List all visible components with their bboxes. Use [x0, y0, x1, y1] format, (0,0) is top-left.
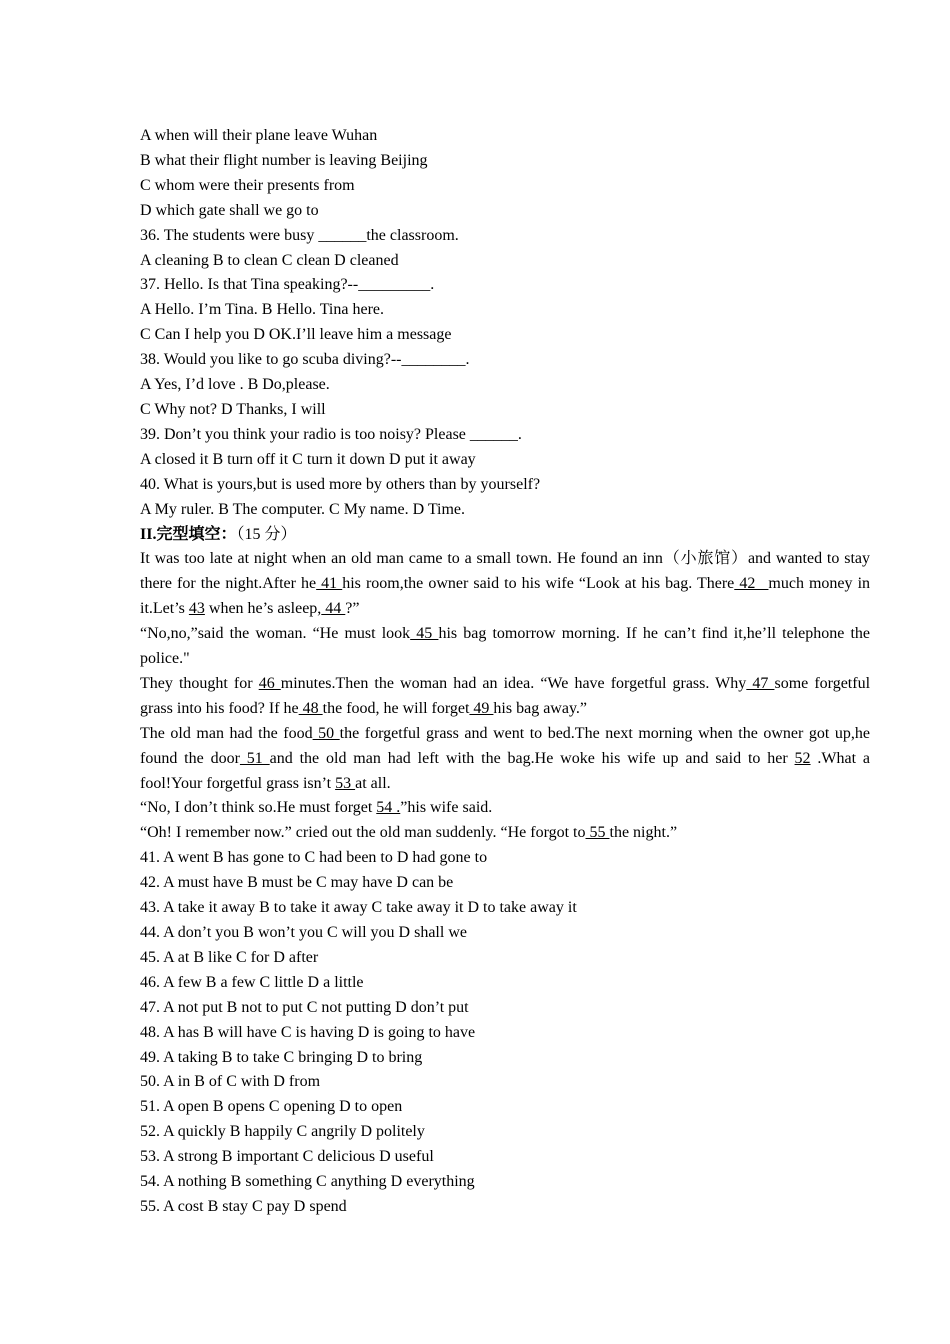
- question-line: 47. A not put B not to put C not putting D don’t put: [140, 998, 469, 1016]
- passage-text: the food, he will forget: [322, 699, 470, 717]
- cloze-passage: [140, 547, 870, 846]
- question-line: 48. A has B will have C is having D is going to have: [140, 1023, 476, 1041]
- passage-text: the night.”: [609, 824, 678, 842]
- passage-text: .What a fool!Your forgetful grass isn’t: [140, 749, 871, 792]
- passage-text: minutes.Then the woman had an idea. “We have forgetful grass. Why: [280, 674, 747, 692]
- passage-text: and the old man had left with the bag.He woke his wife up and said to her: [269, 749, 795, 767]
- question-line: 51. A open B opens C opening D to open: [140, 1098, 403, 1116]
- section-heading: [140, 523, 870, 548]
- passage-text: much money in it.Let’s: [140, 575, 871, 618]
- question-line: 44. A don’t you B won’t you C will you D shall we: [140, 924, 467, 941]
- question-line: 42. A must have B must be C may have D can be: [140, 874, 454, 892]
- question-line: 38. Would you like to go scuba diving?--________.: [140, 351, 470, 369]
- question-line: 50. A in B of C with D from: [140, 1073, 321, 1091]
- question-line: 39. Don’t you think your radio is too noisy? Please ______.: [140, 425, 522, 443]
- question-line: 55. A cost B stay C pay D spend: [140, 1197, 347, 1215]
- blank-44: 44: [321, 600, 346, 618]
- question-line: B what their flight number is leaving Beijing: [140, 151, 428, 169]
- questions-before: [140, 124, 870, 523]
- passage-text: ?”: [345, 600, 360, 618]
- question-line: 45. A at B like C for D after: [140, 948, 319, 966]
- question-line: 41. A went B has gone to C had been to D had gone to: [140, 849, 488, 867]
- blank-48: 48: [298, 699, 323, 717]
- passage-text: when he’s asleep,: [204, 600, 322, 618]
- question-line: D which gate shall we go to: [140, 201, 319, 219]
- passage-text: some forgetful grass into his food? If he: [140, 674, 871, 717]
- blank-43: 43: [188, 600, 205, 618]
- question-line: 37. Hello. Is that Tina speaking?--_________.: [140, 276, 435, 294]
- passage-paragraph-2: [140, 622, 870, 672]
- blank-41: 41: [316, 575, 343, 593]
- passage-text: The old man had the food: [140, 724, 313, 742]
- question-line: A closed it B turn off it C turn it down D put it away: [140, 450, 476, 468]
- blank-54: 54 .: [376, 799, 401, 817]
- question-line: 40. What is yours,but is used more by others than by yourself?: [140, 475, 541, 493]
- blank-42: 42 _: [734, 575, 769, 593]
- blank-50: 50: [312, 724, 340, 742]
- question-line: 49. A taking B to take C bringing D to bring: [140, 1048, 423, 1066]
- question-line: 36. The students were busy ______the classroom.: [140, 226, 459, 244]
- blank-46: 46: [258, 674, 281, 692]
- question-line: C Can I help you D OK.I’ll leave him a message: [140, 326, 452, 344]
- question-line: A Yes, I’d love . B Do,please.: [140, 376, 330, 394]
- passage-paragraph-5: [140, 796, 870, 821]
- blank-55: 55: [585, 824, 610, 842]
- passage-text: ”his wife said.: [400, 799, 493, 817]
- question-line: C whom were their presents from: [140, 176, 355, 194]
- passage-text: his bag away.”: [493, 699, 588, 717]
- document-content: [140, 124, 870, 1220]
- passage-text: his bag tomorrow morning. If he can’t find it,he’ll telephone the police.": [140, 625, 871, 668]
- passage-text: at all.: [355, 774, 391, 792]
- passage-text: “No, I don’t think so.He must forget: [140, 799, 377, 817]
- blank-53: 53: [335, 774, 356, 792]
- question-line: 52. A quickly B happily C angrily D politely: [140, 1123, 425, 1141]
- blank-49: 49: [469, 699, 494, 717]
- passage-text: “No,no,”said the woman. “He must look: [140, 625, 411, 643]
- question-line: 46. A few B a few C little D a little: [140, 973, 364, 991]
- passage-text: It was too late at night when an old man came to a small town. He found an inn（小旅馆）and wanted to stay there for the night.After he: [140, 550, 870, 593]
- blank-47: 47: [746, 674, 775, 692]
- section-score: （15 分）: [236, 525, 297, 543]
- question-line: A My ruler. B The computer. C My name. D Time.: [140, 500, 466, 518]
- question-line: A cleaning B to clean C clean D cleaned: [140, 251, 399, 269]
- question-line: A when will their plane leave Wuhan: [140, 127, 378, 144]
- passage-paragraph-3: [140, 672, 870, 722]
- blank-51: 51: [239, 749, 270, 767]
- questions-after: [140, 846, 870, 1220]
- passage-paragraph-4: [140, 722, 870, 797]
- question-line: A Hello. I’m Tina. B Hello. Tina here.: [140, 301, 385, 319]
- passage-text: his room,the owner said to his wife “Look at his bag. There: [342, 575, 735, 593]
- blank-45: 45: [410, 625, 439, 643]
- passage-paragraph-6: [140, 821, 870, 846]
- question-line: 43. A take it away B to take it away C take away it D to take away it: [140, 899, 577, 917]
- passage-text: They thought for: [140, 674, 259, 692]
- blank-52: 52: [794, 749, 811, 767]
- question-line: 53. A strong B important C delicious D useful: [140, 1148, 434, 1166]
- passage-text: the forgetful grass and went to bed.The next morning when the owner got up,he found the door: [140, 724, 871, 767]
- section-title: II.完型填空：: [140, 525, 237, 543]
- passage-paragraph-1: [140, 547, 870, 622]
- question-line: 54. A nothing B something C anything D everything: [140, 1173, 475, 1191]
- question-line: C Why not? D Thanks, I will: [140, 400, 326, 418]
- passage-text: “Oh! I remember now.” cried out the old man suddenly. “He forgot to: [140, 824, 586, 842]
